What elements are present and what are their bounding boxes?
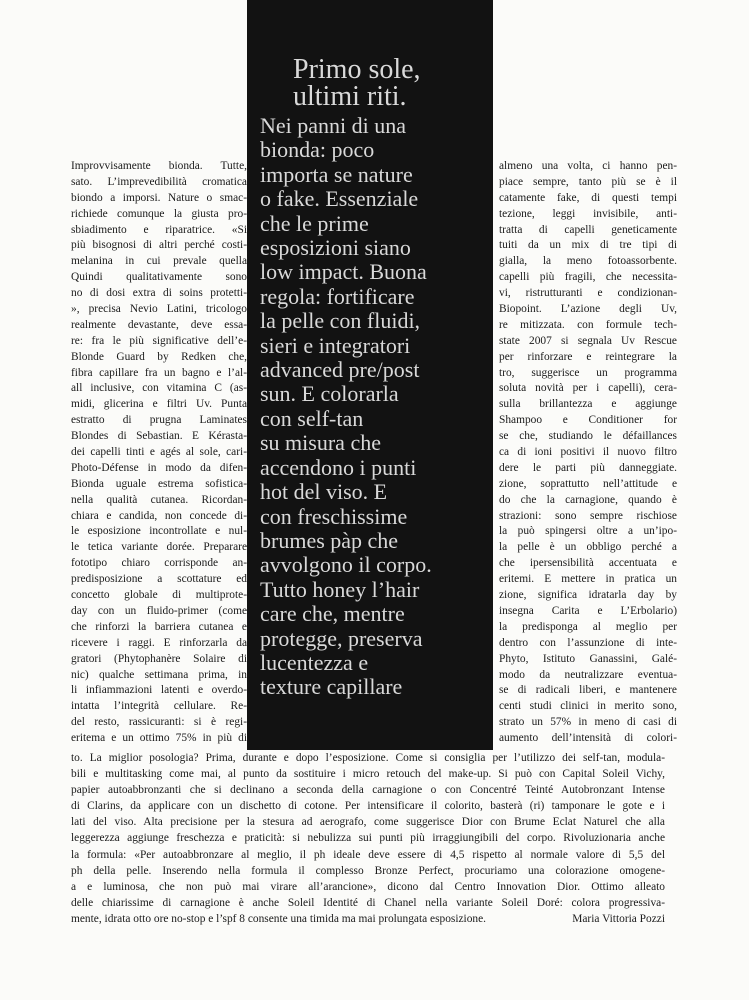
text-line: state 2007 si segnala Uv Rescue [499,334,677,347]
text-line: fibra capillare fra un bagno e l’al- [71,366,247,379]
text-line: catamente fake, di questi tempi [499,191,677,204]
text-line: intatta l’integrità cellulare. Re- [71,700,247,713]
text-line: biondo a imporsi. Nature o smac- [71,191,247,204]
right-text-column [499,159,677,747]
text-line: to. La miglior posologia? Prima, durante e dopo l’esposizione. Come si consiglia per l’utilizzo dei self-tan, modula- [71,752,665,764]
text-line: Shampoo e Conditioner for [499,414,677,427]
text-line: realmente devastante, deve essa- [71,318,247,331]
deck-line: texture capillare [260,674,403,700]
text-line: piace sempre, tanto più se è il [499,175,677,188]
text-line: sbiadimento e riparatrice. «Si [71,223,247,236]
deck-line: con self-tan [260,405,364,431]
deck-line: bionda: poco [260,137,375,163]
text-line: midi, glicerina e filtri Uv. Punta [71,398,247,411]
text-line: concetto globale di multiprote- [71,589,247,602]
deck-line: protegge, preserva [260,625,423,651]
text-line: se di radicali liberi, e mantenere [499,684,677,697]
deck-line: brumes pàp che [260,527,399,553]
text-line: le esposizione incontrollate e nul- [71,525,247,538]
deck-line: importa se nature [260,161,413,187]
text-line: estratto di prugna Laminates [71,414,247,427]
text-line: strato un 57% in meno di casi di [499,716,677,729]
text-line: di Clarins, da applicare con un dischetto di cotone. Per intensificare il colorito, basterà (ri) tamponare le gote e i [71,800,665,813]
text-line: del resto, rassicuranti: si è regi- [71,716,247,729]
deck-line: su misura che [260,430,381,456]
text-line: eritema e un ottimo 75% in più di [71,732,247,745]
deck-line: low impact. Buona [260,259,427,285]
text-line: fototipo chiaro corrisponde an- [71,557,247,570]
deck-line: sun. E colorarla [260,381,399,407]
deck-line: regola: fortificare [260,283,415,309]
text-line: la può spingersi oltre a un’ipo- [499,525,677,538]
text-line: la predisponga al meglio per [499,620,677,633]
text-line: lati del viso. Alta precisione per la stesura ad aerografo, come suggerisce Dior con Brume Eclat Naturel che alla [71,816,665,829]
text-line: nic) qualche settimana prima, in [71,668,247,681]
deck-line: advanced pre/post [260,357,420,383]
text-line: tezione, leggi invisibile, anti- [499,207,677,220]
text-line: zione, significa idratarla day by [499,589,677,602]
closing-line [71,911,665,927]
text-line: capelli più fragili, che necessita- [499,271,677,284]
deck-line: Nei panni di una [260,113,407,138]
deck-line: care che, mentre [260,601,405,627]
text-line: papier autoabbronzanti che si declinano a seconda della carnagione o con Concentré Teinté Autobronzant Intense [71,784,665,797]
author-signature: Maria Vittoria Pozzi [572,912,665,925]
text-line: re: fra le più significative dell’e- [71,334,247,347]
text-line: dei capelli tinti e agés al sole, cari- [71,446,247,459]
text-line: melanina in cui prevale quella [71,255,247,268]
text-line: Photo-Défense in modo da difen- [71,461,247,474]
text-line: tuiti da un mix di tre tipi di [499,239,677,252]
text-line: nella qualità cutanea. Ricordan- [71,493,247,506]
text-line: Biopoint. L’azione degli Uv, [499,303,677,316]
text-line: Improvvisamente bionda. Tutte, [71,160,247,172]
text-line: predisposizione a scottature ed [71,573,247,586]
text-line: Phyto, Istituto Ganassini, Galé- [499,652,677,665]
text-line: Bionda uguale estrema sofistica- [71,477,247,490]
text-line: delle chiarissime di carnagione è anche Soleil Identité di Chanel nella variante Soleil Doré: colora progressiva- [71,896,665,909]
text-line: », precisa Nevio Latini, tricologo [71,303,247,316]
deck-line: con freschissime [260,503,408,529]
bottom-text-block [71,750,665,927]
text-line: Quindi qualitativamente sono [71,271,247,284]
text-line: richiede comunque la giusta pro- [71,207,247,220]
text-line: ph della pelle. Inserendo nella formula il complesso Bronze Perfect, procuriamo una colorazione omogene- [71,864,665,877]
text-line: leggerezza aggiunge freschezza e praticità: si nebulizza sui punti più irraggiungibili del corpo. Rivoluzionaria anche [71,832,665,845]
left-text-column [71,159,247,747]
text-line: insegna Carita e L’Erbolario) [499,604,677,617]
text-line: ca di ioni positivi il nuovo filtro [499,446,677,459]
text-line: gratori (Phytophanère Solaire di [71,652,247,665]
text-line: gialla, la meno fotoassorbente. [499,255,677,268]
text-line: a e luminosa, che non può mai virare all’arancione», dicono dal Centro Innovation Dior. Ottimo alleato [71,880,665,893]
text-line: li infiammazioni latenti e overdo- [71,684,247,697]
text-line: aumento dell’intensità di colori- [499,732,677,745]
text-line: modo da neutralizzare eventua- [499,668,677,681]
deck-line: hot del viso. E [260,479,388,505]
text-line: no di dosi extra di soins protetti- [71,287,247,300]
text-line: più bisognosi di altri perché costi- [71,239,247,252]
text-line: per rinforzare e reintegrare la [499,350,677,363]
text-line: Blonde Guard by Redken che, [71,350,247,363]
text-line: zione, soprattutto nell’attitude e [499,477,677,490]
text-line: re mitizzata. con formule tech- [499,318,677,331]
text-line: Blondes di Sebastian. E Kérasta- [71,430,247,443]
text-line: tro, suggerisce un programma [499,366,677,379]
text-line: ricevere i raggi. E rinforzarla da [71,636,247,649]
deck-line: la pelle con fluidi, [260,308,421,334]
deck-line: lucentezza e [260,649,369,675]
article-title [260,56,490,110]
text-line: day con un fluido-primer (come [71,604,247,617]
text-line: centi studi clinici in merito sono, [499,700,677,713]
deck-line: avvolgono il corpo. [260,552,432,578]
text-line: sulla brillantezza e aggiunge [499,398,677,411]
text-line: sato. L’imprevedibilità cromatica [71,175,247,188]
text-line: do che la carnagione, quando è [499,493,677,506]
text-line: la pelle è un obbligo perché a [499,541,677,554]
text-line: le tetica variante dorée. Preparare [71,541,247,554]
title-line: Primo sole, [293,54,421,85]
article-deck [260,114,490,700]
text-line: se che, studiando le défaillances [499,430,677,443]
text-line: la formula: «Per autoabbronzare al meglio, il ph ideale deve essere di 4,5 rispetto al normale valore di 5,5 del [71,848,665,861]
text-line: all inclusive, con vitamina C (as- [71,382,247,395]
headline-block [260,56,490,700]
text-line: dere le parti più danneggiate. [499,461,677,474]
text-line: che rinforzi la barriera cutanea e [71,620,247,633]
text-line: strazioni: sono sempre rischiose [499,509,677,522]
text-line: chiara e candida, non concede di- [71,509,247,522]
text-line: vi, ristrutturanti e condizionan- [499,287,677,300]
deck-line: esposizioni siano [260,235,411,261]
deck-line: che le prime [260,210,369,236]
text-line: tratta di capelli geneticamente [499,223,677,236]
text-line: dentro con l’assunzione di inte- [499,636,677,649]
deck-line: accendono i punti [260,454,417,480]
deck-line: Tutto honey l’hair [260,576,420,602]
title-line: ultimi riti. [293,81,407,112]
deck-line: sieri e integratori [260,332,411,358]
text-line: che ipersensibilità accentuata e [499,557,677,570]
text-line: soluta novità per i capelli), cera- [499,382,677,395]
text-line: eritemi. E mettere in pratica un [499,573,677,586]
text-line: bili e multitasking come mai, al punto da sostituire i micro retouch del make-up. Si può con Capital Soleil Vichy, [71,768,665,781]
last-text-line: mente, idrata otto ore no-stop e l’spf 8 consente una timida ma mai prolungata esposizione. [71,912,487,925]
deck-line: o fake. Essenziale [260,186,419,212]
text-line: almeno una volta, ci hanno pen- [499,160,677,172]
